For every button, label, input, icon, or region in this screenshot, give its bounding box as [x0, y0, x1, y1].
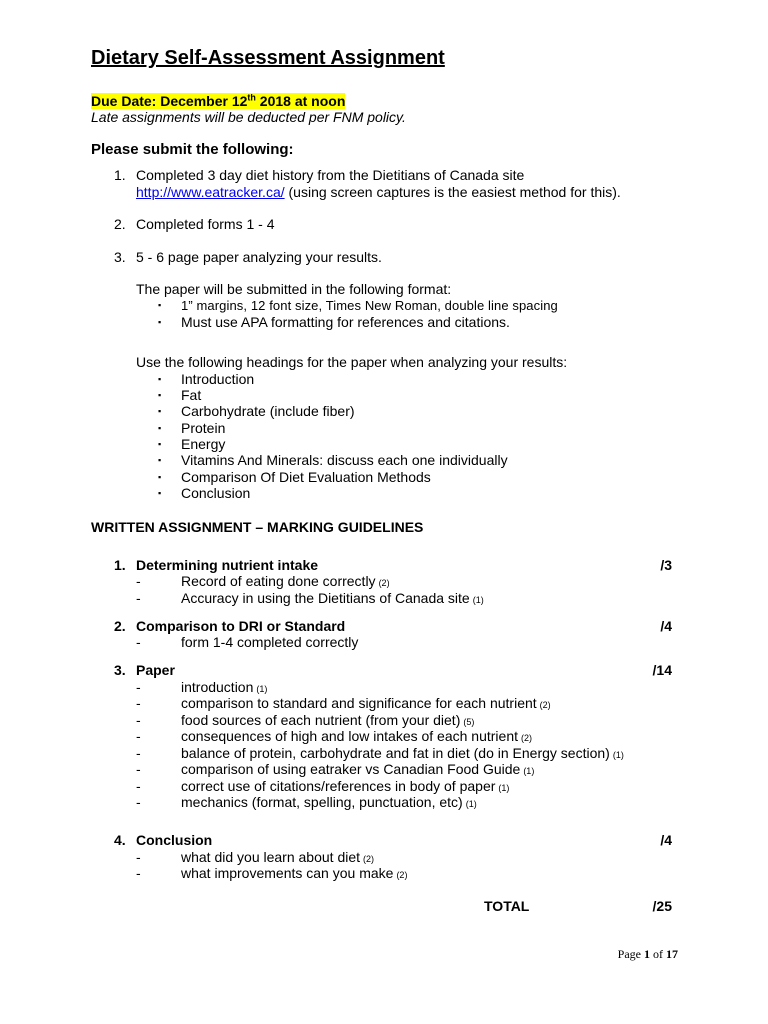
heading-bullet: Conclusion — [181, 485, 251, 501]
section-title: Comparison to DRI or Standard — [136, 618, 346, 634]
submit-item-text: 5 - 6 page paper analyzing your results. — [136, 249, 382, 265]
submit-item-number: 2. — [114, 216, 126, 232]
dash-icon: - — [136, 865, 141, 881]
due-date — [91, 93, 345, 110]
submit-heading: Please submit the following: — [91, 141, 294, 158]
criteria-item: what improvements can you make (2) — [181, 865, 408, 881]
criteria-item: comparison to standard and significance for each nutrient (2) — [181, 695, 551, 711]
bullet-icon: ▪ — [158, 455, 162, 465]
dash-icon: - — [136, 761, 141, 777]
criteria-item: consequences of high and low intakes of each nutrient (2) — [181, 728, 533, 744]
section-score: /3 — [660, 557, 672, 573]
criteria-item: mechanics (format, spelling, punctuation, etc) (1) — [181, 794, 477, 810]
format-bullet: Must use APA formatting for references and citations. — [181, 314, 510, 330]
section-title: Paper — [136, 662, 175, 678]
bullet-icon: ▪ — [158, 472, 162, 482]
submit-item-text: Completed forms 1 - 4 — [136, 216, 275, 232]
section-title: Determining nutrient intake — [136, 557, 319, 573]
bullet-icon: ▪ — [158, 423, 162, 433]
heading-bullet: Carbohydrate (include fiber) — [181, 403, 355, 419]
dash-icon: - — [136, 634, 141, 650]
format-bullet: 1” margins, 12 font size, Times New Roman, double line spacing — [181, 298, 558, 313]
criteria-item: Record of eating done correctly (2) — [181, 573, 390, 589]
section-score: /14 — [652, 662, 672, 678]
section-title: Conclusion — [136, 832, 213, 848]
dash-icon: - — [136, 679, 141, 695]
heading-bullet: Vitamins And Minerals: discuss each one individually — [181, 452, 508, 468]
criteria-item: correct use of citations/references in body of paper (1) — [181, 778, 510, 794]
bullet-icon: ▪ — [158, 374, 162, 384]
submit-item-text: Completed 3 day diet history from the Dietitians of Canada site — [136, 167, 525, 183]
submit-item-number: 3. — [114, 249, 126, 265]
eatracker-link[interactable]: http://www.eatracker.ca/ — [136, 184, 285, 200]
criteria-item: what did you learn about diet (2) — [181, 849, 375, 865]
criteria-item: comparison of using eatraker vs Canadian Food Guide (1) — [181, 761, 535, 777]
section-number: 1. — [114, 557, 126, 573]
document-title: Dietary Self-Assessment Assignment — [91, 47, 445, 69]
bullet-icon: ▪ — [158, 317, 162, 327]
heading-bullet: Energy — [181, 436, 226, 452]
late-policy-note: Late assignments will be deducted per FNM policy. — [91, 109, 406, 125]
section-number: 2. — [114, 618, 126, 634]
criteria-item: Accuracy in using the Dietitians of Canada site (1) — [181, 590, 484, 606]
due-date-highlight: Due Date: December 12th 2018 at noon — [91, 92, 346, 109]
criteria-item: form 1-4 completed correctly — [181, 634, 359, 650]
section-number: 4. — [114, 832, 126, 848]
criteria-item: balance of protein, carbohydrate and fat in diet (do in Energy section) (1) — [181, 745, 624, 761]
submit-item-number: 1. — [114, 167, 126, 183]
section-number: 3. — [114, 662, 126, 678]
dash-icon: - — [136, 712, 141, 728]
dash-icon: - — [136, 590, 141, 606]
criteria-item: food sources of each nutrient (from your diet) (5) — [181, 712, 475, 728]
page-number: Page 1 of 17 — [617, 947, 678, 961]
bullet-icon: ▪ — [158, 390, 162, 400]
dash-icon: - — [136, 573, 141, 589]
section-score: /4 — [660, 618, 672, 634]
dash-icon: - — [136, 695, 141, 711]
bullet-icon: ▪ — [158, 488, 162, 498]
dash-icon: - — [136, 728, 141, 744]
dash-icon: - — [136, 778, 141, 794]
dash-icon: - — [136, 745, 141, 761]
heading-bullet: Introduction — [181, 371, 255, 387]
headings-intro: Use the following headings for the paper when analyzing your results: — [136, 354, 568, 370]
format-intro: The paper will be submitted in the following format: — [136, 281, 452, 297]
submit-item-line2: http://www.eatracker.ca/ (using screen captures is the easiest method for this). — [136, 184, 621, 200]
heading-bullet: Comparison Of Diet Evaluation Methods — [181, 469, 431, 485]
heading-bullet: Protein — [181, 420, 226, 436]
total-label: TOTAL — [484, 898, 530, 914]
marking-guidelines-heading: WRITTEN ASSIGNMENT – MARKING GUIDELINES — [91, 519, 424, 535]
dash-icon: - — [136, 794, 141, 810]
criteria-item: introduction (1) — [181, 679, 268, 695]
heading-bullet: Fat — [181, 387, 202, 403]
total-score: /25 — [652, 898, 672, 914]
bullet-icon: ▪ — [158, 300, 162, 310]
bullet-icon: ▪ — [158, 439, 162, 449]
dash-icon: - — [136, 849, 141, 865]
bullet-icon: ▪ — [158, 406, 162, 416]
section-score: /4 — [660, 832, 672, 848]
